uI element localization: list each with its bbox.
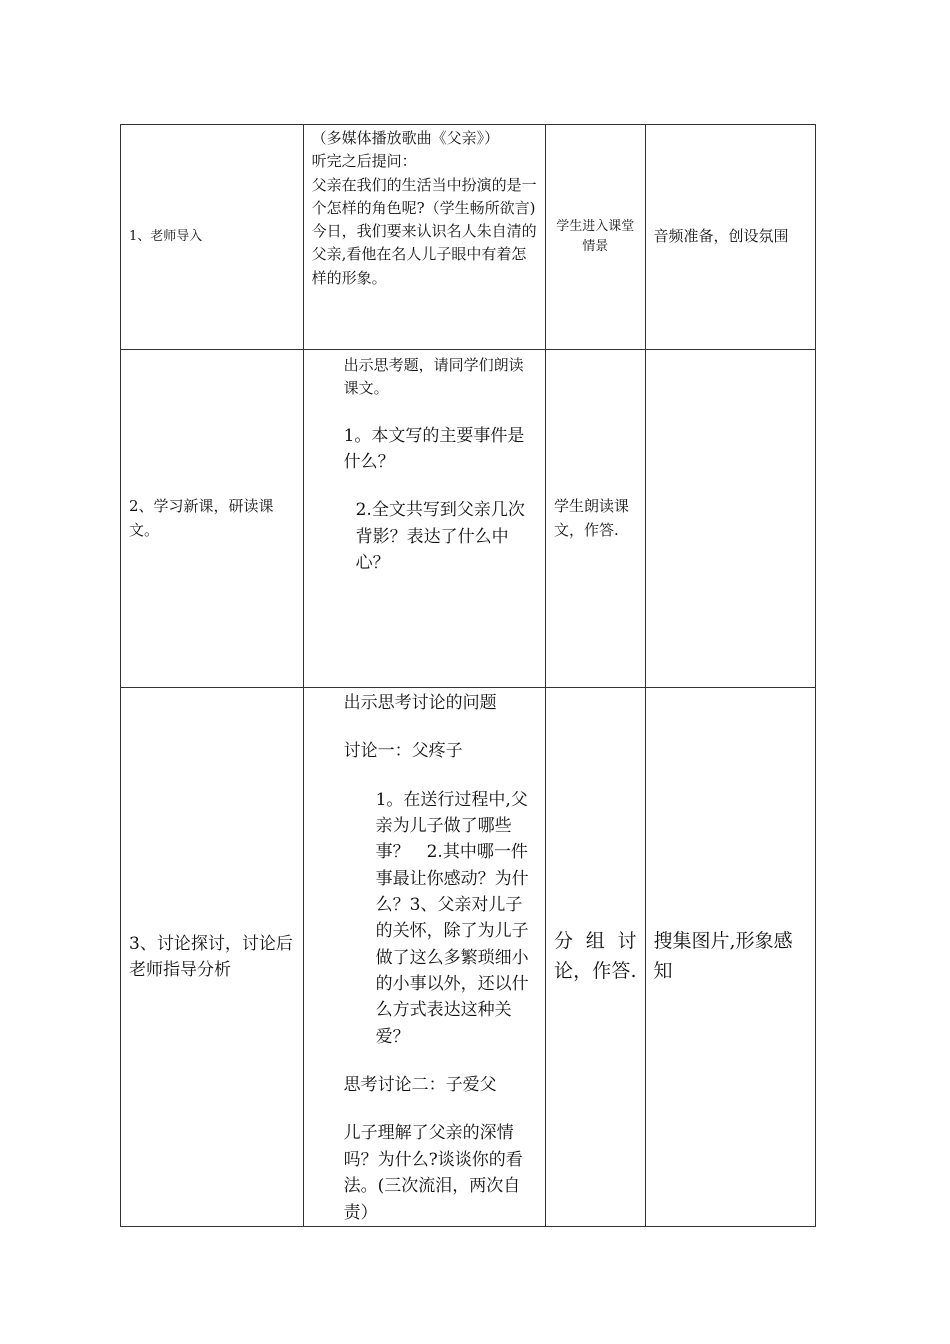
- teacher-line: 父亲在我们的生活当中扮演的是一个怎样的角色呢?（学生畅所欲言): [311, 175, 537, 217]
- student-activity: 学生朗读课文，作答.: [553, 497, 629, 539]
- teacher-line: 1。在送行过程中,父亲为儿子做了哪些事？ 2.其中哪一件事最让你感动？为什么？3、父亲对儿子的关怀，除了为儿子做了这么多繁琐细小的小事以外，还以什么方式表达这种关爱？: [375, 789, 529, 1047]
- teacher-line: 今日，我们要来认识名人朱自清的父亲,看他在名人儿子眼中有着怎样的形象。: [311, 222, 537, 287]
- design-intent: 音频准备，创设氛围: [653, 227, 789, 246]
- table-row: [121, 688, 816, 1227]
- student-activity-cell: [545, 125, 645, 350]
- teacher-line: 听完之后提问：: [311, 152, 417, 171]
- step-label: 2、学习新课，研读课文。: [129, 497, 274, 539]
- design-intent-cell: [645, 350, 815, 688]
- teacher-activity-cell: [303, 688, 545, 1227]
- lesson-plan-table: [120, 124, 816, 1227]
- teacher-line: 讨论一：父疼子: [343, 741, 463, 762]
- design-intent-cell: [645, 125, 815, 350]
- teacher-activity-cell: [303, 125, 545, 350]
- student-activity: 分组讨论，作答.: [553, 930, 637, 982]
- teacher-line: 儿子理解了父亲的深情吗？为什么?谈谈你的看法。(三次流泪，两次自责）: [343, 1123, 523, 1223]
- teacher-line: 出示思考讨论的问题: [343, 693, 497, 713]
- student-activity-cell: [545, 688, 645, 1227]
- teacher-line: 思考讨论二：子爱父: [343, 1075, 497, 1096]
- design-intent-cell: [645, 688, 815, 1227]
- step-cell: [121, 688, 304, 1227]
- teacher-line: 1。本文写的主要事件是什么？: [343, 425, 525, 472]
- student-activity: 学生进入课堂情景: [556, 218, 635, 254]
- step-label: 3、讨论探讨，讨论后老师指导分析: [129, 933, 293, 980]
- teacher-line: 出示思考题，请同学们朗读课文。: [343, 356, 524, 398]
- step-cell: [121, 125, 304, 350]
- table-row: [121, 350, 816, 688]
- teacher-activity-cell: [303, 350, 545, 688]
- teacher-line: （多媒体播放歌曲《父亲》）: [311, 129, 500, 147]
- design-intent: 搜集图片,形象感知: [653, 930, 793, 982]
- student-activity-cell: [545, 350, 645, 688]
- step-label: 1、老师导入: [129, 228, 203, 244]
- step-cell: [121, 350, 304, 688]
- teacher-line: 2.全文共写到父亲几次背影？表达了什么中心？: [355, 500, 525, 573]
- table-row: [121, 125, 816, 350]
